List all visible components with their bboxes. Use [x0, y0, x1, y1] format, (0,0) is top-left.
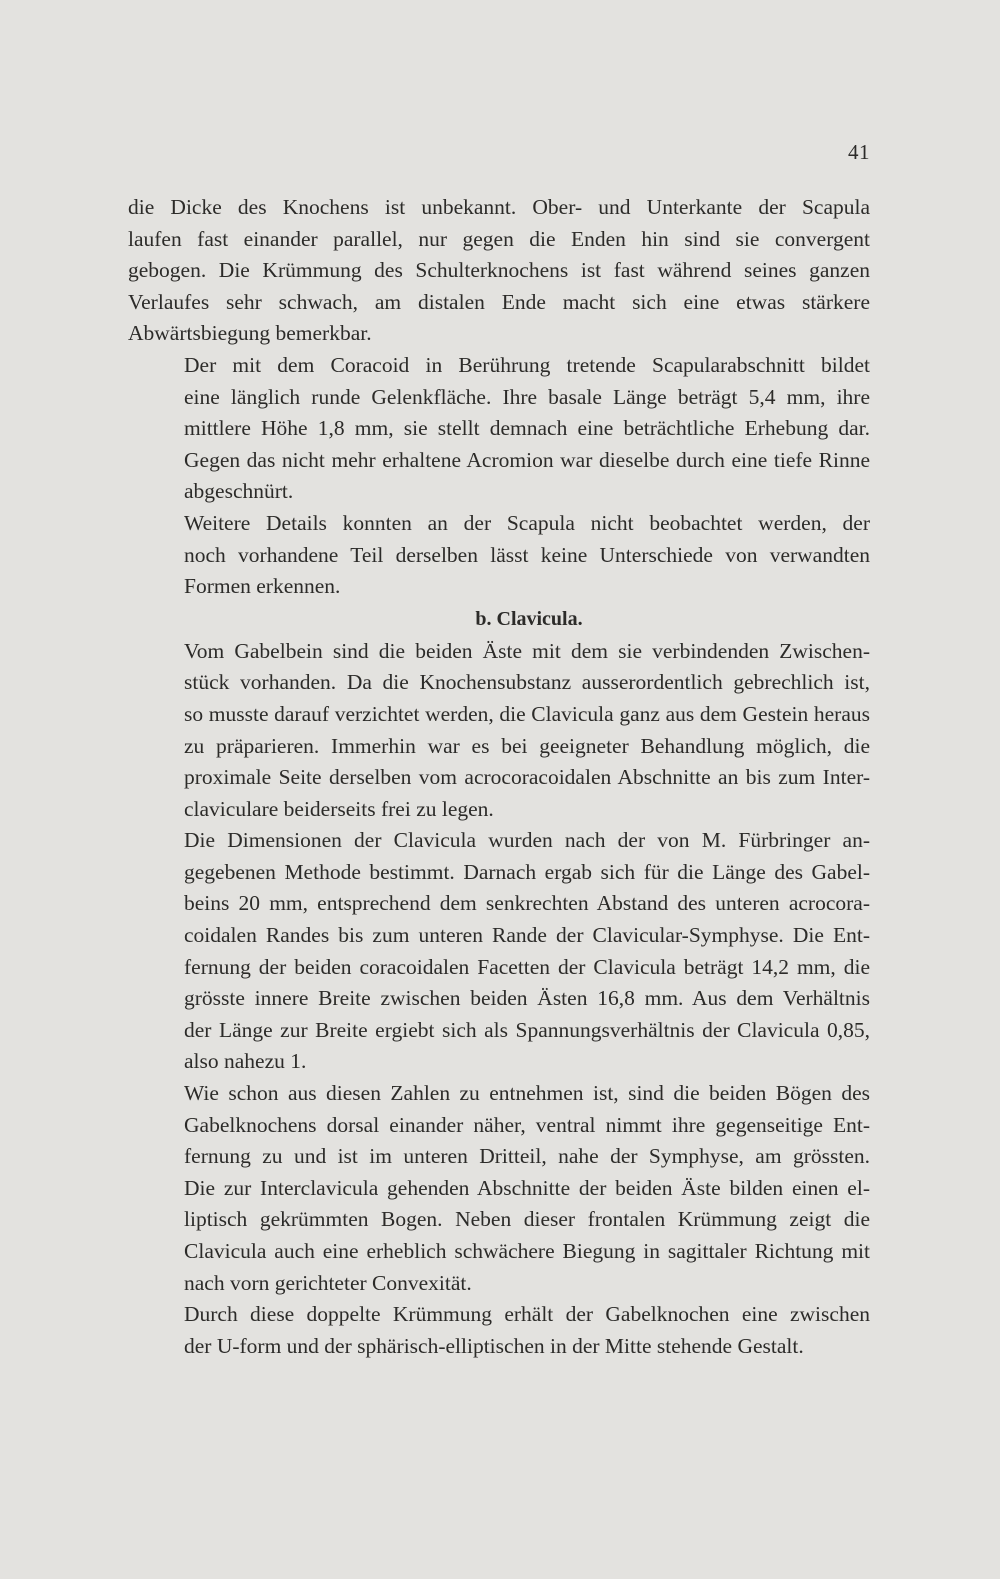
text-line: nach vorn gerichteter Convexität.	[184, 1270, 472, 1295]
paragraph-scapula-shape	[128, 192, 870, 350]
text-line: Clavicula auch eine erheblich schwächere Biegung in sagittaler Richtung mit	[184, 1239, 870, 1263]
paragraph-further-details	[128, 508, 870, 603]
paragraph-clavicula-curvature	[128, 1078, 870, 1299]
text-line: Durch diese doppelte Krümmung erhält der Gabelknochen eine zwischen	[184, 1302, 870, 1327]
text-line: proximale Seite derselben vom acrocoracoidalen Abschnitte an bis zum Inter-	[184, 765, 870, 790]
text-line: grösste innere Breite zwischen beiden Ästen 16,8 mm. Aus dem Verhältnis	[184, 986, 870, 1011]
text-line: fernung der beiden coracoidalen Facetten der Clavicula beträgt 14,2 mm, die	[184, 954, 870, 979]
text-line: also nahezu 1.	[184, 1049, 307, 1074]
text-line: mittlere Höhe 1,8 mm, sie stellt demnach eine beträchtliche Erhebung dar.	[184, 416, 870, 441]
text-line: Gabelknochens dorsal einander näher, ventral nimmt ihre gegenseitige Ent-	[184, 1112, 870, 1137]
text-line: Die zur Interclavicula gehenden Abschnitte der beiden Äste bilden einen el-	[184, 1175, 870, 1200]
text-line: Gegen das nicht mehr erhaltene Acromion war dieselbe durch eine tiefe Rinne	[184, 447, 870, 472]
paragraph-articular-surface	[128, 350, 870, 508]
text-line: die Dicke des Knochens ist unbekannt. Ober- und Unterkante der Scapula	[128, 195, 870, 219]
text-line: Verlaufes sehr schwach, am distalen Ende macht sich eine etwas stärkere	[128, 289, 870, 314]
paragraph-wishbone-shape	[128, 1299, 870, 1362]
text-line: zu präparieren. Immerhin war es bei geeigneter Behandlung möglich, die	[184, 733, 870, 758]
text-line: Vom Gabelbein sind die beiden Äste mit dem sie verbindenden Zwischen-	[184, 638, 870, 663]
text-line: Formen erkennen.	[184, 574, 341, 599]
text-line: eine länglich runde Gelenkfläche. Ihre basale Länge beträgt 5,4 mm, ihre	[184, 384, 870, 409]
text-line: abgeschnürt.	[184, 479, 294, 504]
text-line: noch vorhandene Teil derselben lässt keine Unterschiede von verwandten	[184, 542, 870, 567]
text-line: stück vorhanden. Da die Knochensubstanz ausserordentlich gebrechlich ist,	[184, 670, 870, 695]
text-line: laufen fast einander parallel, nur gegen die Enden hin sind sie convergent	[128, 226, 870, 251]
text-body	[128, 192, 870, 1362]
text-line: coidalen Randes bis zum unteren Rande der Clavicular-Symphyse. Die Ent-	[184, 923, 870, 948]
text-line: claviculare beiderseits frei zu legen.	[184, 796, 494, 821]
text-line: liptisch gekrümmten Bogen. Neben dieser frontalen Krümmung zeigt die	[184, 1207, 870, 1232]
text-line: gebogen. Die Krümmung des Schulterknochens ist fast während seines ganzen	[128, 258, 870, 283]
text-line: Weitere Details konnten an der Scapula nicht beobachtet werden, der	[184, 510, 870, 535]
text-line: der U-form und der sphärisch-elliptischen in der Mitte stehende Gestalt.	[184, 1333, 804, 1358]
paragraph-clavicula-dimensions	[128, 825, 870, 1078]
text-line: fernung zu und ist im unteren Dritteil, nahe der Symphyse, am grössten.	[184, 1144, 870, 1169]
paragraph-wishbone-preparation	[128, 636, 870, 826]
section-heading: b. Clavicula.	[475, 607, 583, 630]
text-line: so musste darauf verzichtet werden, die Clavicula ganz aus dem Gestein heraus	[184, 701, 870, 726]
text-line: Abwärtsbiegung bemerkbar.	[128, 321, 372, 346]
text-line: der Länge zur Breite ergiebt sich als Spannungsverhältnis der Clavicula 0,85,	[184, 1017, 870, 1042]
text-line: beins 20 mm, entsprechend dem senkrechten Abstand des unteren acrocora-	[184, 891, 870, 916]
text-line: Der mit dem Coracoid in Berührung tretende Scapularabschnitt bildet	[184, 352, 870, 377]
text-line: Die Dimensionen der Clavicula wurden nach der von M. Fürbringer an-	[184, 828, 870, 853]
page-number: 41	[848, 140, 870, 164]
text-line: Wie schon aus diesen Zahlen zu entnehmen ist, sind die beiden Bögen des	[184, 1081, 870, 1106]
text-line: gegebenen Methode bestimmt. Darnach ergab sich für die Länge des Gabel-	[184, 859, 870, 884]
